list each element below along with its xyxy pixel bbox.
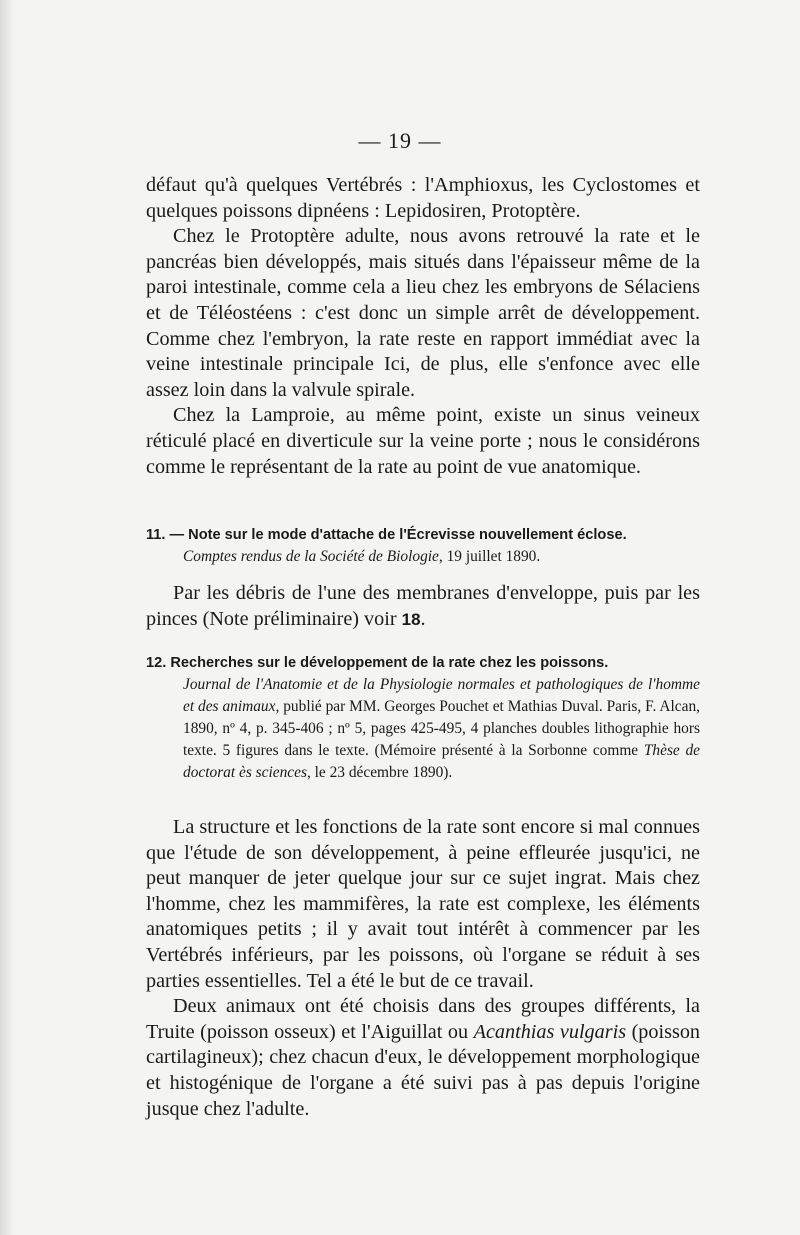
reference-11-body	[146, 581, 700, 632]
reference-source	[146, 546, 700, 568]
reference-11	[146, 524, 700, 568]
body-end: .	[420, 607, 426, 630]
paragraph	[146, 994, 700, 1122]
publisher-info: , publié par MM. Georges Pouchet et Mathias Duval. Paris, F. Alcan, 1890, nº 4, p. 345-406 ; nº 5, pages 425-495, 4 planches doubles lithographie hors texte. 5 figures dans le texte. (Mémoire présenté à la Sorbonne comme	[183, 698, 700, 759]
paragraph: Chez le Protoptère adulte, nous avons retrouvé la rate et le pancréas bien développés, mais situés dans l'épaisseur même de la paroi intestinale, comme cela a lieu chez les embryons de Sélaciens et de Téléostéens : c'est donc un simple arrêt de développement. Comme chez l'embryon, la rate reste en rapport immédiat avec la veine intestinale principale Ici, de plus, elle s'enfonce avec elle assez loin dans la valvule spirale.	[146, 225, 700, 401]
source-date: , 19 juillet 1890.	[438, 548, 541, 565]
paragraph: Chez la Lamproie, au même point, existe un sinus veineux réticulé placé en diverticule sur la veine porte ; nous le considérons comme le représentant de la rate au point de vue anatomique.	[146, 404, 700, 478]
intro-section	[146, 173, 700, 480]
paragraph	[146, 581, 700, 632]
journal-title: Journal de l'Anatomie et de la Physiologie normales et pathologiques de l'homme et des animaux	[183, 676, 700, 715]
thesis-date: , le 23 décembre 1890).	[306, 764, 453, 781]
species-name: Acanthias vulgaris	[473, 1020, 627, 1043]
body-text: Par les débris de l'une des membranes d'enveloppe, puis par les pinces (Note préliminaire) voir	[146, 582, 700, 630]
paragraph: La structure et les fonctions de la rate sont encore si mal connues que l'étude de son développement, à peine effleurée jusqu'ici, ne peut manquer de jeter quelque jour sur ce sujet ingrat. Mais chez l'homme, chez les mammifères, la rate est complexe, les éléments anatomiques petits ; il y avait tout intérêt à commencer par les Vertébrés inférieurs, par les poissons, où l'organe se réduit à ses parties essentielles. Tel a été le but de ce travail.	[146, 816, 700, 992]
reference-heading: 11. — Note sur le mode d'attache de l'Écrevisse nouvellement éclose.	[146, 527, 627, 543]
main-section	[146, 815, 700, 1122]
text-after: (poisson cartilagineux); chez chacun d'eux, le développement morphologique et histogénique de l'organe a été suivi pas à pas depuis l'origine jusque chez l'adulte.	[146, 1020, 701, 1120]
thesis-title: Thèse de doctorat ès sciences	[183, 742, 701, 781]
reference-12	[146, 652, 700, 784]
text-before: Deux animaux ont été choisis dans des groupes différents, la Truite (poisson osseux) et l'Aiguillat ou	[146, 995, 700, 1043]
source-title: Comptes rendus de la Société de Biologie	[183, 548, 439, 565]
reference-source	[146, 674, 700, 784]
page-number: — 19 —	[358, 128, 442, 153]
cross-reference: 18	[401, 609, 421, 629]
paragraph: défaut qu'à quelques Vertébrés : l'Amphioxus, les Cyclostomes et quelques poissons dipnéens : Lepidosiren, Protoptère.	[146, 174, 700, 222]
reference-heading: 12. Recherches sur le développement de la rate chez les poissons.	[146, 655, 609, 671]
